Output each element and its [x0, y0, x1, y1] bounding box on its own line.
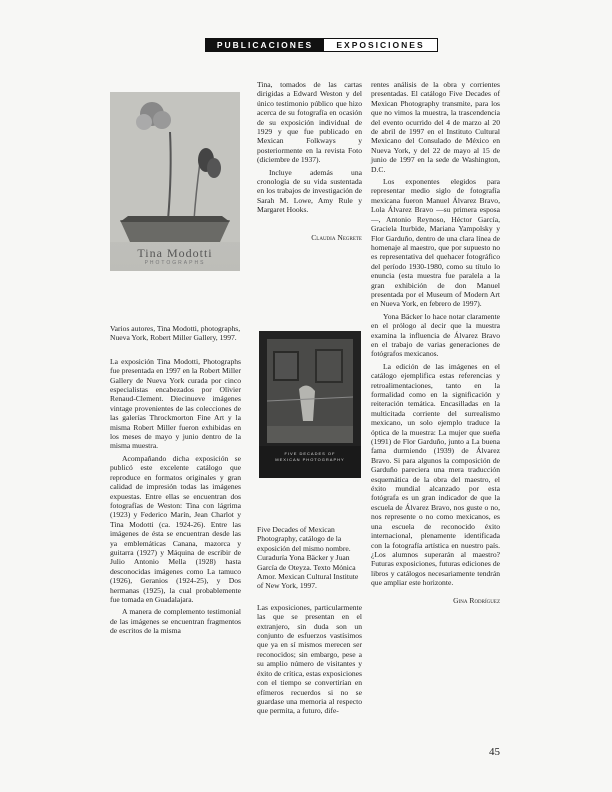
cover-caption-line-1: FIVE DECADES OF [284, 451, 336, 456]
book-cover-title: Tina Modotti [137, 246, 213, 260]
column-3 [371, 80, 500, 605]
column-2-top [257, 80, 362, 242]
column-1 [110, 324, 241, 639]
photo1-caption: Varios autores, Tina Modotti, photographs, Nueva York, Robert Miller Gallery, 1997. [110, 324, 241, 343]
book-cover-subtitle: PHOTOGRAPHS [144, 260, 206, 266]
col2-paragraph-3: Las exposiciones, particularmente las que se presentan en el extranjero, sin duda son un conjunto de esfuerzos vastísimos que ya en sí mismos merecen ser reconocidos; sin embargo, pese a su amplio número de visitantes y éxito de crítica, estas exposiciones con el tiempo se convertirían en efímeros recuerdos si no se guardase una memoria al respecto que permita, a futuro, dife- [257, 602, 362, 716]
photo2-caption: Five Decades of Mexican Photography, catálogo de la exposición del mismo nombre. Curaduría Yona Bäcker y Juan García de Oteyza. Texto Mónica Amor. Mexican Cultural Institute of New York, 1997. [257, 525, 359, 591]
col1-paragraph-2: Acompañando dicha exposición se publicó este excelente catálogo que reproduce en formatos originales y gran calidad de impresión todas las imágenes expuestas. Entre ellas se encuentran dos fotografías de Weston: Tina con lágrima (1923) y Federico Marín, Jean Charlot y Tina Modotti (ca. 1924-26). Entre las imágenes de ésta se encuentran desde las ya emblemáticas Canana, mazorca y guitarra (1927) y Máquina de escribir de Julio Antonio Mella (1928) hasta desconocidas imágenes como La tamuco (1926), Geranios (1924-25), y Dos hermanas (1925), la cual probablemente fue tomada en Guadalajara. [110, 453, 241, 604]
book-cover-caption [259, 451, 361, 463]
column-2-bottom [257, 525, 362, 719]
page-number: 45 [489, 746, 500, 758]
flower-photo-icon [110, 92, 240, 242]
section-header [205, 38, 438, 52]
col2-paragraph-1: Tina, tomados de las cartas dirigidas a Edward Weston y del único testimonio público que hizo acerca de su fotografía en ocasión de su exposición individual de 1929 y que fue publicado en Mexican Folkways y posteriormente en la revista Foto (diciembre de 1937). [257, 80, 362, 165]
col3-paragraph-1: rentes análisis de la obra y corrientes presentadas. El catálogo Five Decades of Mexican Photography transmite, para los que no vimos la muestra, la trascendencia del evento ocurrido del 4 de marzo al 20 de abril de 1997 en el Instituto Cultural Mexicano del Consulado de México en Nueva York, y del 22 de mayo al 15 de junio de 1997 en la sede de Washington, D.C. [371, 80, 500, 174]
col1-paragraph-3: A manera de complemento testimonial de las imágenes se encuentran fragmentos de escritos de la misma [110, 607, 241, 636]
col1-paragraph-1: La exposición Tina Modotti, Photographs fue presentada en 1997 en la Robert Miller Gallery de Nueva York curada por cinco especialistas encabezados por Olivier Renaud-Clement. Diecinueve imágenes vintage provenientes de las colecciones de las galerías Throckmorton Fine Art y la misma Robert Miller fueron exhibidas en los meses de mayo y junio dentro de la misma muestra. [110, 356, 241, 451]
building-photo-icon [259, 331, 361, 446]
book-cover-five-decades [259, 331, 361, 478]
col3-paragraph-2: Los exponentes elegidos para representar medio siglo de fotografía mexicana fueron Manuel Álvarez Bravo, Lola Álvarez Bravo —su primera esposa—, Antonio Reynoso, Héctor García, Graciela Iturbide, Mariana Yampolsky y Flor Garduño, dentro de una clara línea de homenaje al maestro, que por supuesto no es representativa del quehacer fotográfico del período 1930-1980, como su título lo enuncia (esta muestra fue paralela a la gran exhibición de don Manuel presentada por el Museum of Modern Art en Nueva York, en febrero de 1997). [371, 177, 500, 309]
header-tab-exposiciones: EXPOSICIONES [324, 39, 437, 51]
signature-gina-rodriguez: Gina Rodríguez [453, 595, 500, 605]
header-tab-publicaciones: PUBLICACIONES [206, 39, 324, 51]
col3-paragraph-3: Yona Bäcker lo hace notar claramente en el prólogo al decir que la muestra examina la influencia de Álvarez Bravo en el trabajo de varias generaciones de fotógrafos mexicanos. [371, 311, 500, 359]
col2-paragraph-2: Incluye además una cronología de su vida sustentada en los trabajos de investigación de Sarah M. Lowe, Amy Rule y Margaret Hooks. [257, 167, 362, 215]
book-cover-tina-modotti [110, 92, 240, 271]
cover-caption-line-2: MEXICAN PHOTOGRAPHY [275, 457, 345, 462]
signature-claudia-negrete: Claudia Negrete [311, 232, 362, 242]
col3-paragraph-4: La edición de las imágenes en el catálogo ejemplifica estas referencias y retroalimentaciones, tanto en la formalidad como en la significación y reiteración temática. Encasilladas en la multicitada corriente del surrealismo mexicano, un solo ejemplo traduce la óptica de la muestra: La mujer que sueña (1991) de Flor Garduño, junto a La buena fama durmiendo (1939) de Álvarez Bravo. Si para algunos la composición de Garduño pareciera una mera traducción esquemática de la obra del maestro, el éxito mundial alcanzado por esta fotógrafa es un gran indicador de que la escuela de Álvarez Bravo, nos guste o no, nos represente o no como mexicanos, es una escuela de reconocido éxito internacional, plenamente identificada con la fotografía artística en nuestro país. ¿Los alumnos superarán al maestro? Futuras exposiciones, futuras ediciones de libros y catálogos necesariamente tendrán que ampliar este horizonte. [371, 361, 500, 588]
